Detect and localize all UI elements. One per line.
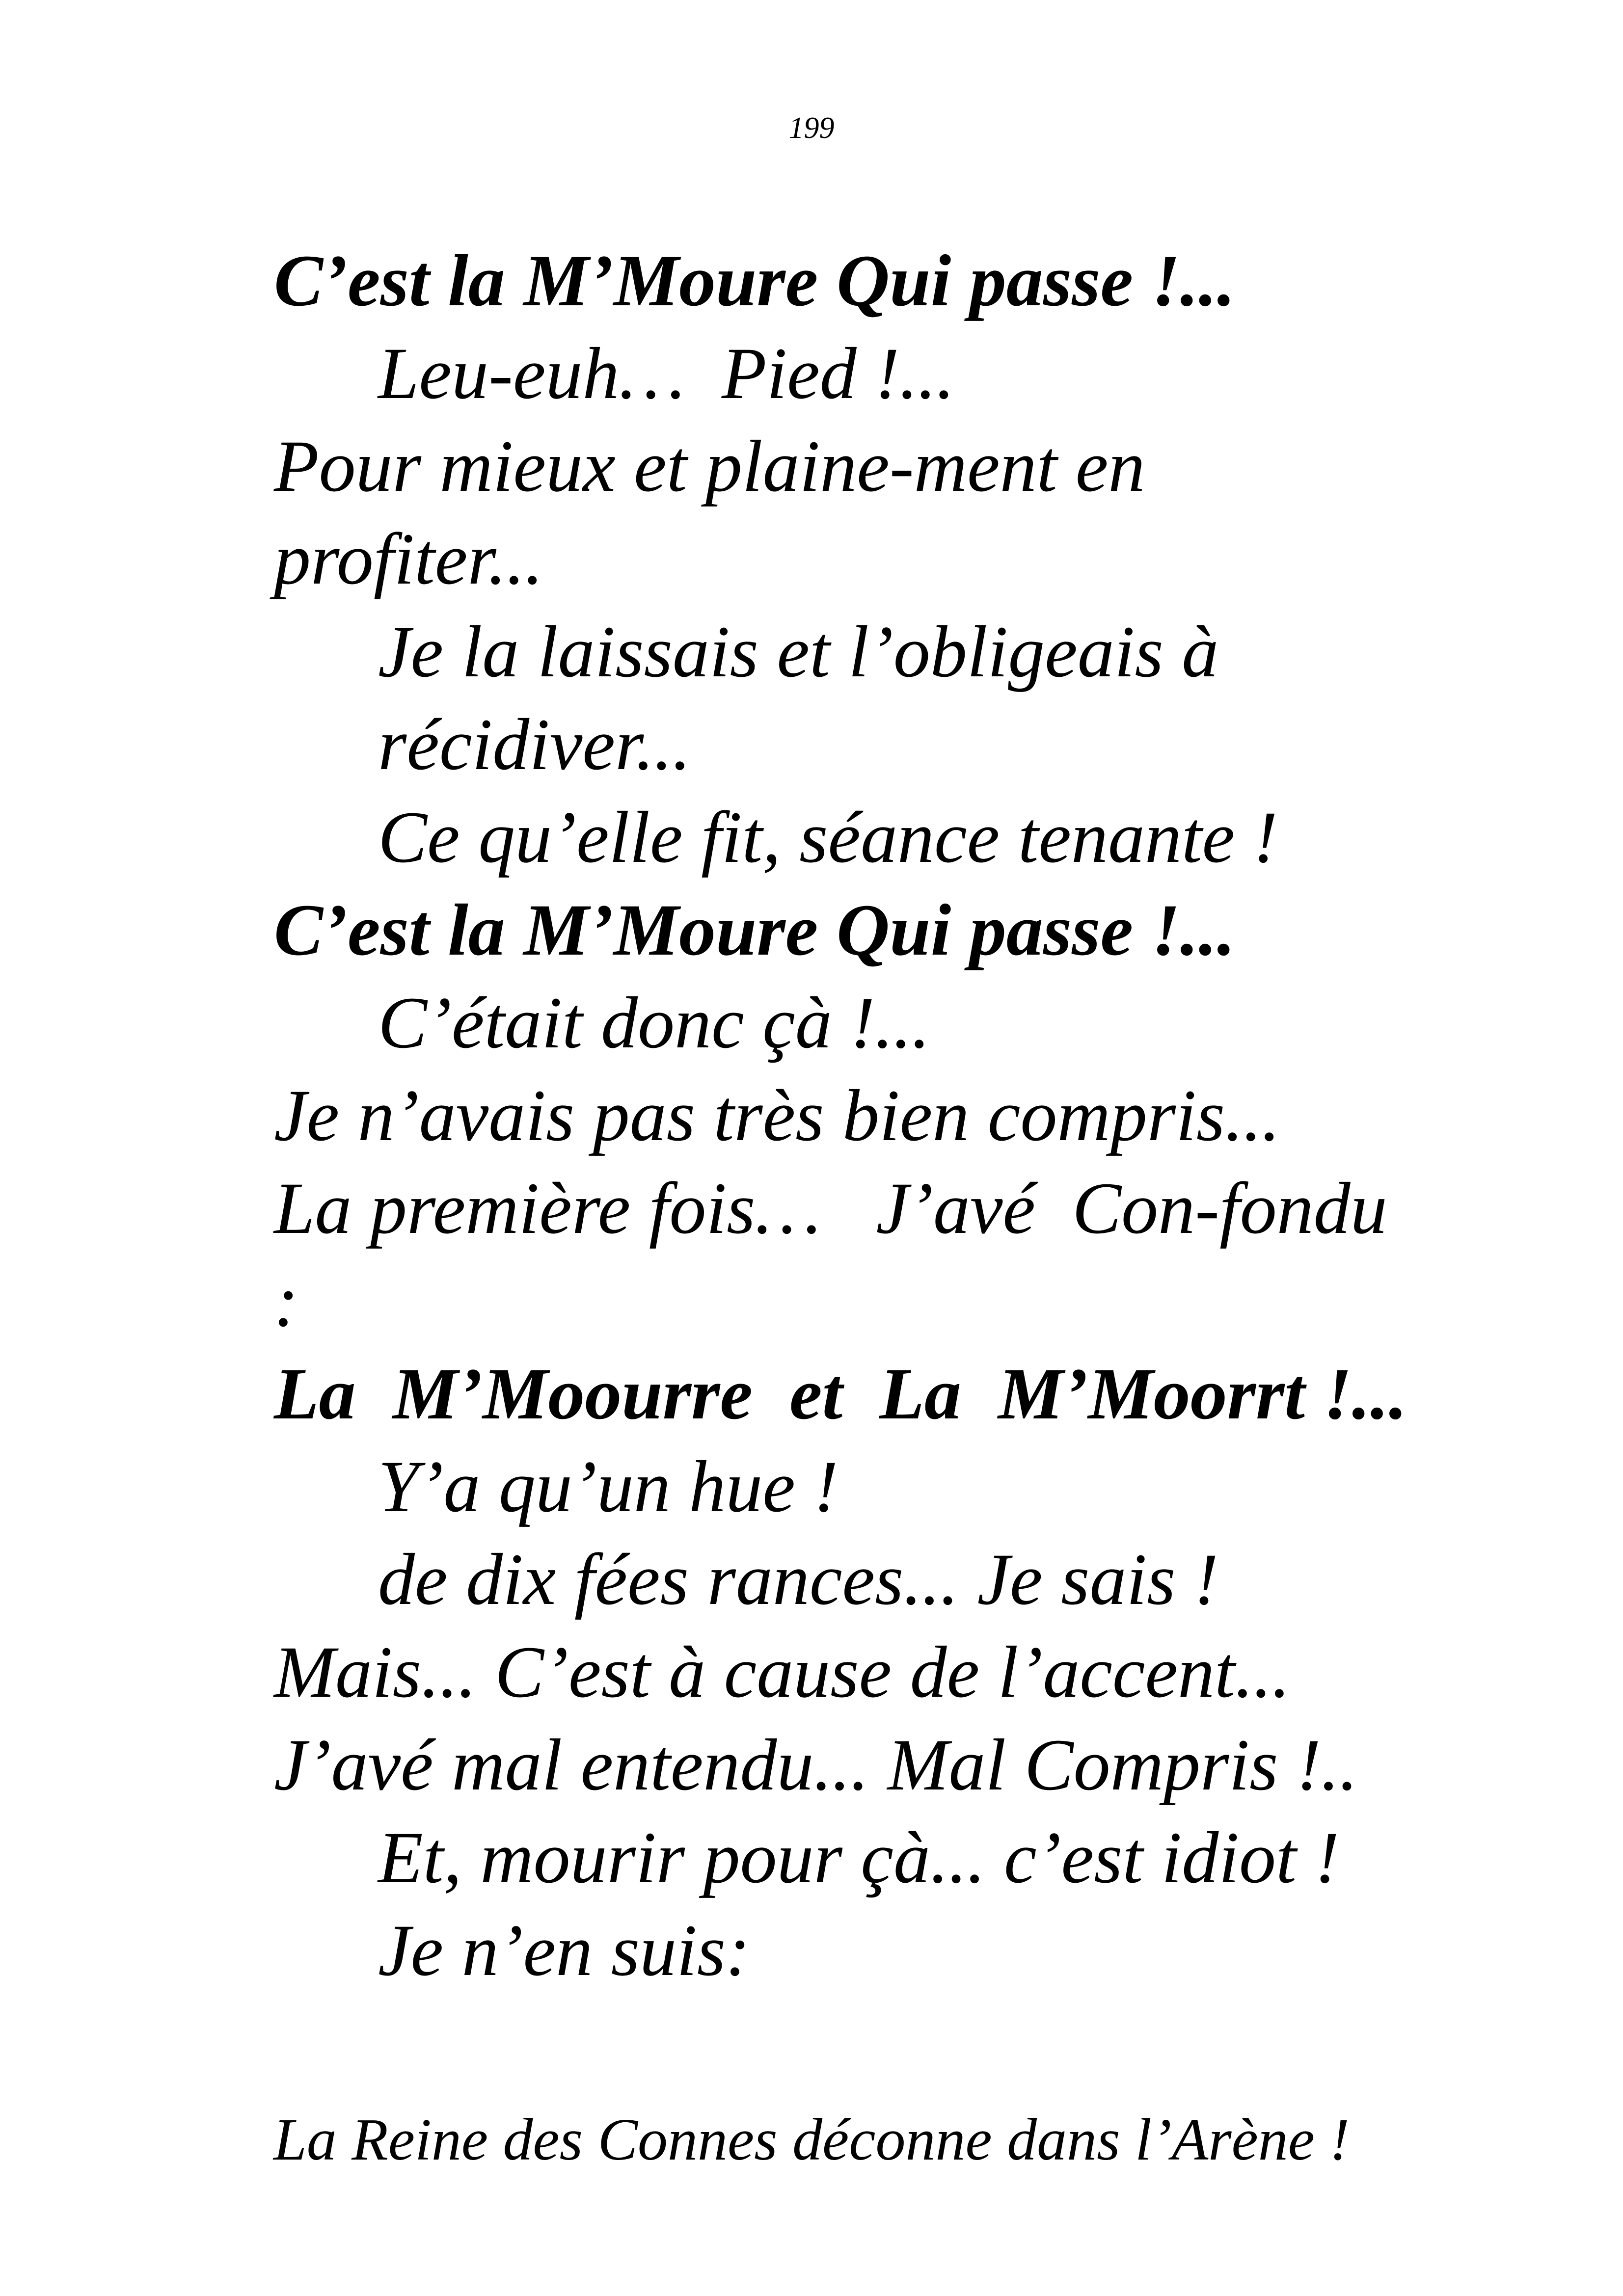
- poem-line: Je n’en suis:: [378, 1910, 751, 1991]
- poem-line: Je n’avais pas très bien compris...: [274, 1075, 1280, 1156]
- poem-line: Y’a qu’un hue !: [378, 1446, 839, 1527]
- poem-line: Pour mieux et plaine-ment en: [274, 426, 1145, 507]
- poem-line: C’est la M’Moure Qui passe !...: [274, 889, 1236, 971]
- poem-line: Mais... C’est à cause de l’accent...: [274, 1631, 1291, 1713]
- poem-line: récidiver...: [378, 704, 691, 785]
- poem-line: Leu-euh… Pied !...: [378, 333, 955, 414]
- running-footer: La Reine des Connes déconne dans l’Arène !: [273, 2107, 1350, 2173]
- poem-line: J’avé mal entendu... Mal Compris !..: [274, 1724, 1358, 1806]
- poem-line: C’est la M’Moure Qui passe !...: [274, 240, 1236, 321]
- poem-line: Je la laissais et l’obligeais à: [378, 611, 1219, 693]
- page-number: 199: [788, 111, 835, 145]
- poem-line: de dix fées rances... Je sais !: [378, 1539, 1218, 1620]
- poem-line: profiter...: [274, 518, 543, 600]
- poem-line: Ce qu’elle fit, séance tenante !: [378, 797, 1278, 878]
- poem-line: C’était donc çà !...: [378, 982, 930, 1064]
- poem-line: La première fois… J’avé Con-fondu: [274, 1168, 1387, 1249]
- poem-body: [274, 235, 1550, 1997]
- poem-line: La M’Moourre et La M’Moorrt !...: [274, 1353, 1407, 1435]
- poem-line: Et, mourir pour çà... c’est idiot !: [378, 1817, 1340, 1898]
- poem-line: :: [274, 1260, 298, 1342]
